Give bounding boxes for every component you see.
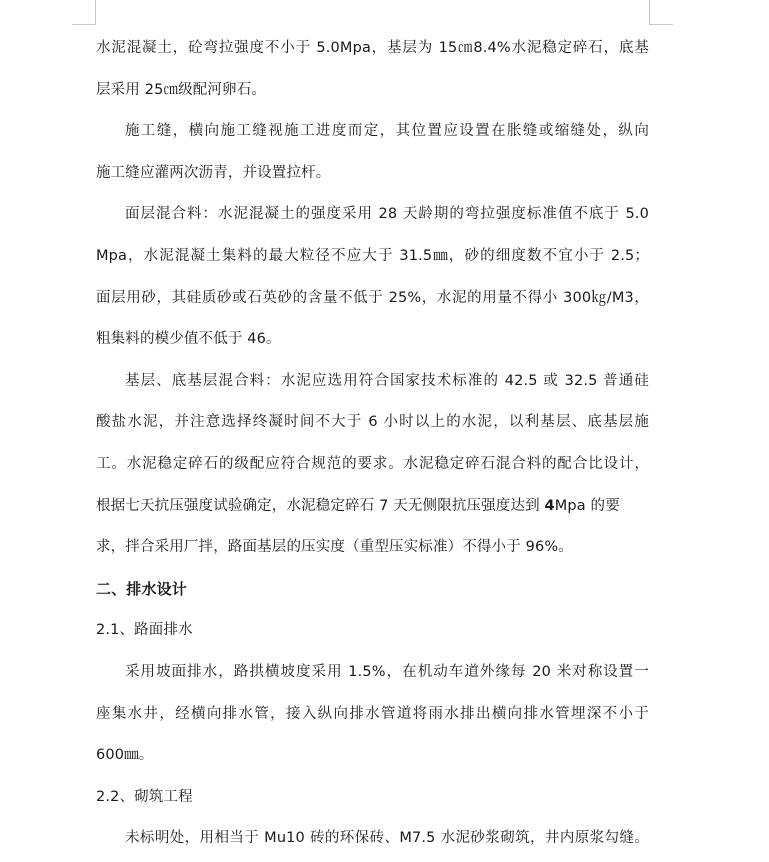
line-text: 根据七天抗压强度试验确定，水泥稳定碎石 7 天无侧限抗压强度达到 xyxy=(96,497,545,514)
bold-value: 4 xyxy=(544,497,555,514)
paragraph-line xyxy=(96,486,649,528)
paragraph-line: 基层、底基层混合料：水泥应选用符合国家技术标准的 42.5 或 32.5 普通硅 xyxy=(125,372,649,389)
paragraph-line: 水泥混凝土，砼弯拉强度不小于 5.0Mpa，基层为 15㎝8.4%水泥稳定碎石，底基 xyxy=(96,40,649,56)
crop-mark-top-left xyxy=(72,24,96,25)
paragraph-line: Mpa，水泥混凝土集料的最大粒径不应大于 31.5㎜，砂的细度数不宜小于 2.5； xyxy=(96,247,649,264)
crop-mark-top-right xyxy=(649,0,650,24)
paragraph-line: 600㎜。 xyxy=(96,747,154,764)
paragraph-line: 层采用 25㎝级配河卵石。 xyxy=(96,81,267,98)
document-body xyxy=(96,28,649,860)
paragraph-line: 采用坡面排水，路拱横坡度采用 1.5%，在机动车道外缘每 20 米对称设置一 xyxy=(125,663,649,680)
paragraph-line: 面层混合料：水泥混凝土的强度采用 28 天龄期的弯拉强度标准值不底于 5.0 xyxy=(125,206,649,223)
paragraph-line: 施工缝应灌两次沥青，并设置拉杆。 xyxy=(96,164,331,181)
paragraph-line: 粗集料的模少值不低于 46。 xyxy=(96,331,281,348)
line-text: Mpa 的要 xyxy=(554,497,620,514)
crop-mark-top-left xyxy=(95,0,96,24)
paragraph-line: 面层用砂，其硅质砂或石英砂的含量不低于 25%，水泥的用量不得小 300㎏/M3， xyxy=(96,289,649,306)
paragraph-line: 施工缝，横向施工缝视施工进度而定，其位置应设置在胀缝或缩缝处，纵向 xyxy=(125,123,649,140)
paragraph-line: 座集水井，经横向排水管，接入纵向排水管道将雨水排出横向排水管埋深不小于 xyxy=(96,705,649,722)
section-heading: 二、排水设计 xyxy=(96,579,187,598)
subsection-heading: 2.1、路面排水 xyxy=(96,622,193,639)
crop-mark-top-right xyxy=(649,24,673,25)
paragraph-line: 未标明处，用相当于 Mu10 砖的环保砖、M7.5 水泥砂浆砌筑，井内原浆勾缝。 xyxy=(125,830,649,847)
paragraph-line: 求，拌合采用厂拌，路面基层的压实度（重型压实标准）不得小于 96%。 xyxy=(96,539,573,556)
subsection-heading: 2.2、砌筑工程 xyxy=(96,788,193,805)
paragraph-line: 酸盐水泥，并注意选择终凝时间不大于 6 小时以上的水泥，以利基层、底基层施 xyxy=(96,414,649,431)
paragraph-line: 工。水泥稳定碎石的级配应符合规范的要求。水泥稳定碎石混合料的配合比设计， xyxy=(96,455,649,472)
